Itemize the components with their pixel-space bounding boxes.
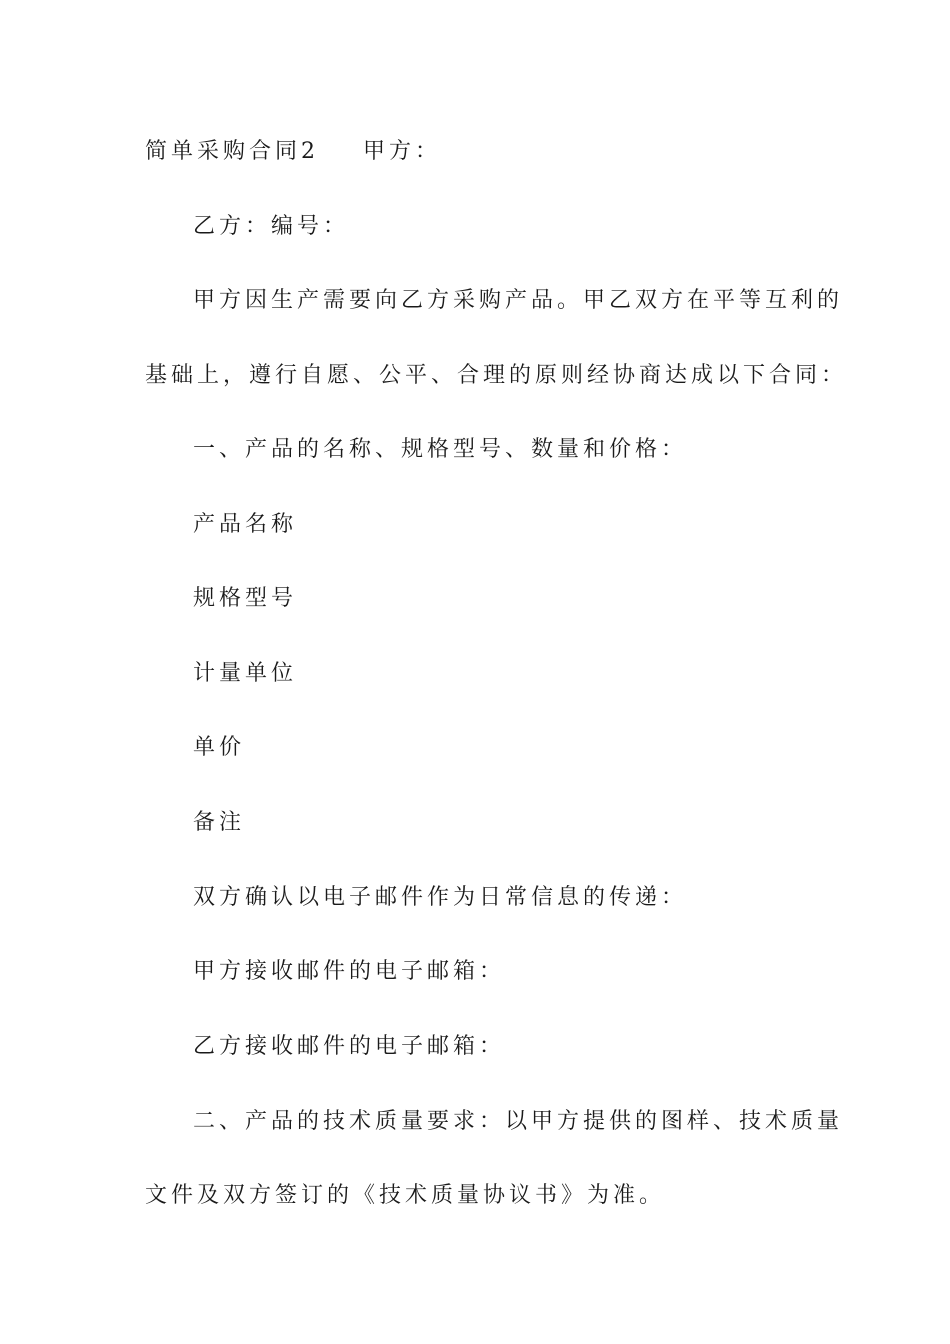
title-line: [145, 137, 815, 167]
field-product-name: 产品名称: [193, 512, 298, 537]
section2-line-1: 二、产品的技术质量要求：以甲方提供的图样、技术质量: [193, 1109, 844, 1134]
field-remarks: 备注: [193, 810, 246, 835]
email-confirm-line: 双方确认以电子邮件作为日常信息的传递：: [193, 885, 688, 910]
section1-heading: 一、产品的名称、规格型号、数量和价格：: [193, 437, 688, 462]
party-a-label: 甲方：: [363, 139, 442, 164]
field-unit-price: 单价: [193, 735, 246, 760]
field-spec-model: 规格型号: [193, 586, 298, 611]
intro-line-2: 基础上，遵行自愿、公平、合理的原则经协商达成以下合同：: [145, 363, 848, 388]
section2-line-2: 文件及双方签订的《技术质量协议书》为准。: [145, 1183, 666, 1208]
intro-line-1: 甲方因生产需要向乙方采购产品。甲乙双方在平等互利的: [193, 288, 844, 313]
field-unit: 计量单位: [193, 661, 298, 686]
party-a-email-line: 甲方接收邮件的电子邮箱：: [193, 959, 506, 984]
party-b-line: 乙方：编号：: [193, 214, 350, 239]
document-title: 简单采购合同2: [145, 139, 319, 164]
party-b-email-line: 乙方接收邮件的电子邮箱：: [193, 1034, 506, 1059]
